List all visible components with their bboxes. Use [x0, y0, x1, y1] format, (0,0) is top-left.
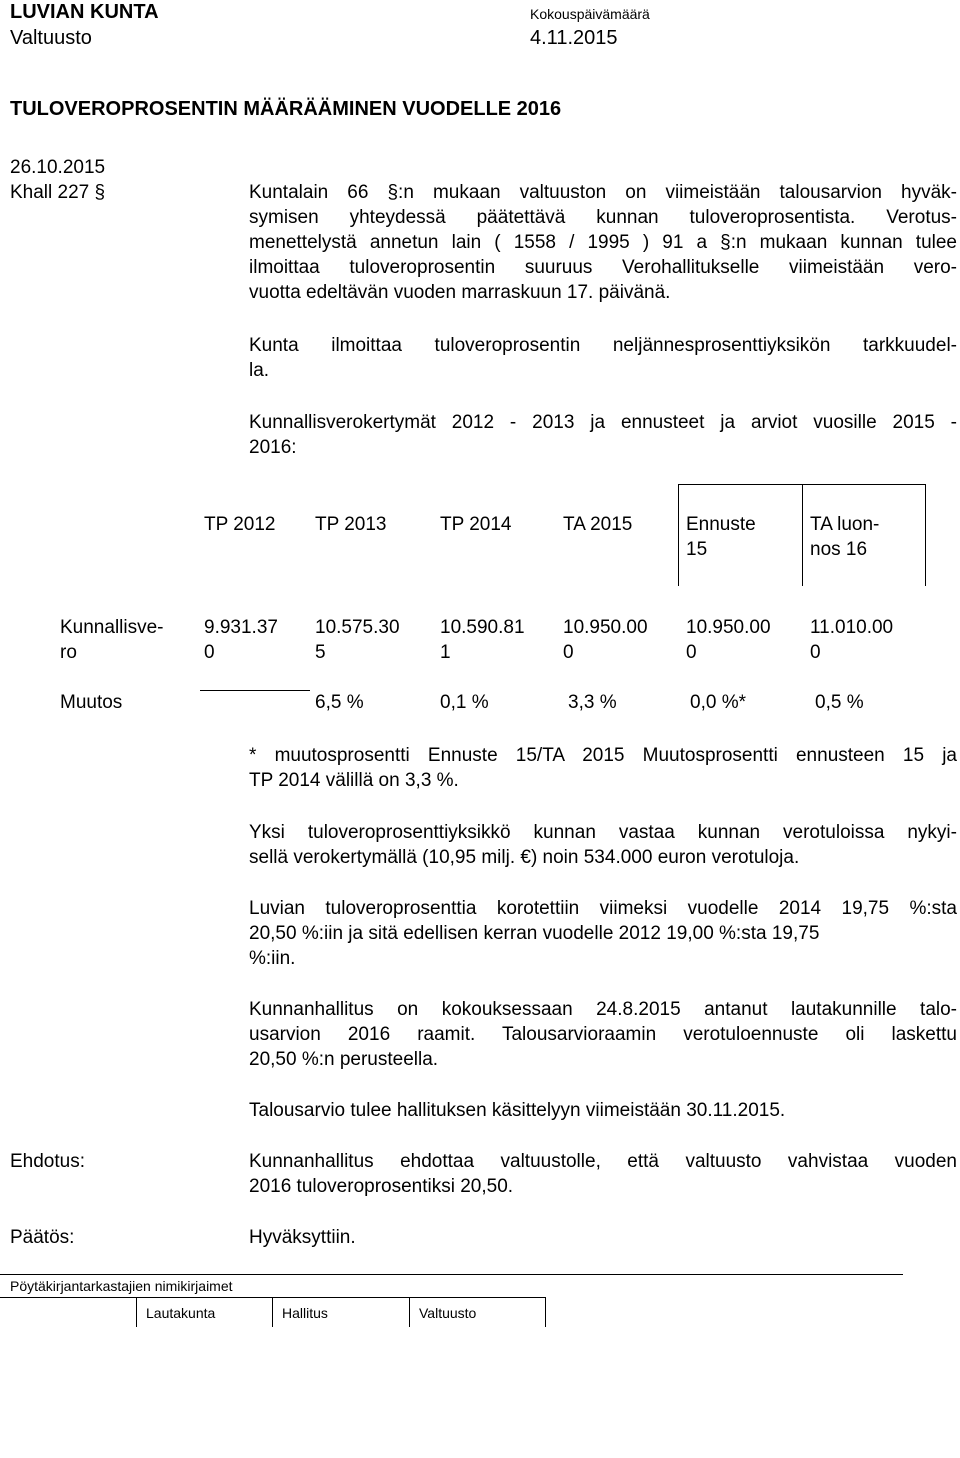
- proposal-label: Ehdotus:: [10, 1151, 85, 1172]
- cell-line: 10.590.81: [440, 617, 525, 638]
- footer-rule: [272, 1297, 273, 1327]
- text-line: vuotta edeltävän vuoden marraskuun 17. päivänä.: [249, 282, 671, 303]
- footer-rule: [545, 1297, 546, 1327]
- table-rule: [678, 484, 679, 586]
- decision-label: Päätös:: [10, 1227, 75, 1248]
- footer-rule: [136, 1297, 137, 1327]
- governing-body: Valtuusto: [10, 27, 92, 49]
- text-line: %:iin.: [249, 948, 296, 969]
- table-rule: [802, 484, 803, 586]
- cell-line: 10.575.30: [315, 617, 400, 638]
- table-row-label: Muutos: [60, 692, 123, 713]
- cell-line: 0: [686, 642, 697, 663]
- table-cell: 0,0 %*: [690, 692, 746, 713]
- text-line: Kunnallisverokertymät 2012 - 2013 ja ennusteet ja arviot vuosille 2015 -: [249, 412, 957, 433]
- table-header: TA 2015: [563, 514, 633, 535]
- text-line: Luvian tuloveroprosenttia korotettiin viimeksi vuodelle 2014 19,75 %:sta: [249, 898, 957, 919]
- paragraph-precision: [249, 333, 957, 383]
- text-line: Kunta ilmoittaa tuloveroprosentin neljännesprosenttiyksikön tarkkuudel-: [249, 335, 957, 356]
- paragraph-legal-basis: [249, 180, 957, 305]
- text-line: 20,50 %:n perusteella.: [249, 1049, 439, 1070]
- cell-line: 5: [315, 642, 326, 663]
- paragraph-history: [249, 896, 957, 971]
- table-cell: [204, 615, 278, 665]
- header-line: Ennuste: [686, 514, 756, 535]
- paragraph-unit-value: [249, 820, 957, 870]
- table-cell: 3,3 %: [568, 692, 617, 713]
- text-line: usarvion 2016 raamit. Talousarvioraamin verotuloennuste oli laskettu: [249, 1024, 957, 1045]
- paragraph-budget-frame: [249, 997, 957, 1072]
- table-cell: [315, 615, 400, 665]
- municipality-name: LUVIAN KUNTA: [10, 1, 159, 23]
- table-header: [810, 512, 879, 562]
- cell-line: 9.931.37: [204, 617, 278, 638]
- text-line: Talousarvio tulee hallituksen käsittelyyn viimeistään 30.11.2015.: [249, 1100, 786, 1121]
- table-header: TP 2013: [315, 514, 387, 535]
- header-line: TA luon-: [810, 514, 880, 535]
- text-line: 2016:: [249, 437, 297, 458]
- text-line: symisen yhteydessä päätettävä kunnan tuloveroprosentista. Verotus-: [249, 207, 957, 228]
- text-line: Yksi tuloveroprosenttiyksikkö kunnan vastaa kunnan verotuloissa nykyi-: [249, 822, 957, 843]
- signatures-label: Pöytäkirjantarkastajien nimikirjaimet: [10, 1278, 233, 1294]
- table-cell: [686, 615, 771, 665]
- text-line: menettelystä annetun lain ( 1558 / 1995 ) 91 a §:n mukaan kunnan tulee: [249, 232, 957, 253]
- table-row-label: [60, 615, 164, 665]
- text-line: Kunnanhallitus on kokouksessaan 24.8.2015 antanut lautakunnille talo-: [249, 999, 957, 1020]
- signature-body: Lautakunta: [146, 1305, 216, 1321]
- history-date: 26.10.2015: [10, 157, 106, 178]
- text-line: 20,50 %:iin ja sitä edellisen kerran vuodelle 2012 19,00 %:sta 19,75: [249, 923, 820, 944]
- table-cell: 6,5 %: [315, 692, 364, 713]
- paragraph-table-intro: [249, 410, 957, 460]
- table-cell: [440, 615, 525, 665]
- table-cell: [563, 615, 648, 665]
- signature-body: Valtuusto: [419, 1305, 477, 1321]
- header-line: 15: [686, 539, 708, 560]
- footer-rule: [0, 1274, 903, 1275]
- table-cell: 0,1 %: [440, 692, 489, 713]
- table-rule: [678, 484, 925, 485]
- text-line: 2016 tuloveroprosentiksi 20,50.: [249, 1176, 514, 1197]
- text-line: * muutosprosentti Ennuste 15/TA 2015 Muutosprosentti ennusteen 15 ja: [249, 745, 957, 766]
- cell-line: 11.010.00: [810, 617, 894, 638]
- text-line: ilmoittaa tuloveroprosentin suuruus Verohallitukselle viimeistään vero-: [249, 257, 957, 278]
- table-header: [686, 512, 756, 562]
- meeting-date: 4.11.2015: [530, 27, 618, 49]
- decision-text: Hyväksyttiin.: [249, 1227, 356, 1248]
- table-rule: [925, 484, 926, 586]
- page-title: TULOVEROPROSENTIN MÄÄRÄÄMINEN VUODELLE 2016: [10, 98, 562, 120]
- header-line: nos 16: [810, 539, 868, 560]
- text-line: Kuntalain 66 §:n mukaan valtuuston on viimeistään talousarvion hyväk-: [249, 182, 957, 203]
- paragraph-footnote: [249, 743, 957, 793]
- signature-body: Hallitus: [282, 1305, 328, 1321]
- cell-line: 10.950.00: [563, 617, 648, 638]
- cell-line: 0: [810, 642, 821, 663]
- table-cell: [810, 615, 893, 665]
- table-cell: 0,5 %: [815, 692, 864, 713]
- meeting-date-label: Kokouspäivämäärä: [530, 6, 650, 22]
- cell-line: 0: [204, 642, 215, 663]
- footer-rule: [409, 1297, 410, 1327]
- text-line: TP 2014 välillä on 3,3 %.: [249, 770, 459, 791]
- label-line: ro: [60, 642, 77, 663]
- text-line: sellä verokertymällä (10,95 milj. €) noin 534.000 euron verotuloja.: [249, 847, 800, 868]
- cell-line: 10.950.00: [686, 617, 771, 638]
- text-line: Kunnanhallitus ehdottaa valtuustolle, että valtuusto vahvistaa vuoden: [249, 1151, 957, 1172]
- table-rule: [200, 690, 310, 691]
- text-line: la.: [249, 360, 270, 381]
- paragraph-schedule: [249, 1098, 957, 1123]
- cell-line: 1: [440, 642, 451, 663]
- history-ref: Khall 227 §: [10, 182, 106, 203]
- table-header: TP 2014: [440, 514, 512, 535]
- table-header: TP 2012: [204, 514, 276, 535]
- label-line: Kunnallisve-: [60, 617, 164, 638]
- cell-line: 0: [563, 642, 574, 663]
- proposal-text: [249, 1149, 957, 1199]
